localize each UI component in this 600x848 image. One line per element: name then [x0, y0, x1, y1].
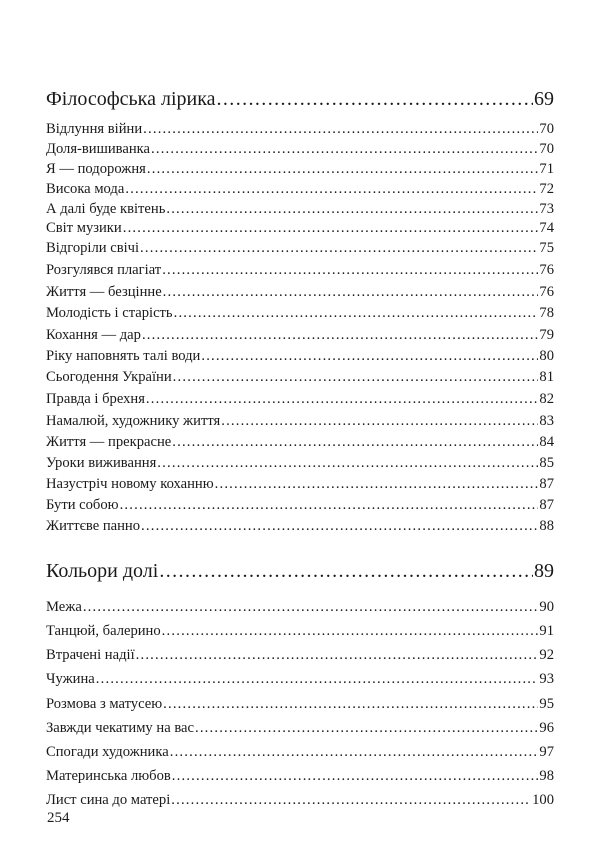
- entry-title: Межа: [46, 599, 82, 615]
- toc-entry[interactable]: [46, 284, 554, 303]
- entry-title: Материнська любов: [46, 768, 171, 784]
- toc-entry[interactable]: [46, 518, 554, 537]
- entry-page-number: 70: [539, 141, 554, 157]
- dot-leader: [157, 455, 538, 472]
- entry-title: Світ музики: [46, 220, 122, 236]
- section-title: Кольори долі: [46, 560, 159, 582]
- entry-page-number: 81: [539, 369, 554, 385]
- toc-entry[interactable]: [46, 623, 554, 642]
- entry-title: Молодість і старість: [46, 305, 173, 321]
- toc-section-heading[interactable]: [46, 88, 554, 114]
- section-page-number: 89: [534, 560, 554, 582]
- entry-title: Чужина: [46, 671, 95, 687]
- toc-entry[interactable]: [46, 201, 554, 220]
- entry-page-number: 76: [539, 262, 554, 278]
- dot-leader: [140, 240, 538, 257]
- entry-page-number: 97: [539, 744, 554, 760]
- entry-title: Життя — прекрасне: [46, 434, 172, 450]
- entry-title: Життєве панно: [46, 518, 141, 534]
- entry-page-number: 76: [539, 284, 554, 300]
- entry-page-number: 100: [532, 792, 554, 808]
- entry-page-number: 85: [539, 455, 554, 471]
- entry-page-number: 71: [539, 161, 554, 177]
- dot-leader: [142, 327, 538, 344]
- entry-page-number: 72: [539, 181, 554, 197]
- dot-leader: [173, 369, 539, 386]
- toc-entry[interactable]: [46, 141, 554, 160]
- entry-title: Висока мода: [46, 181, 125, 197]
- entry-title: Завжди чекатиму на вас: [46, 720, 194, 736]
- entry-page-number: 82: [539, 391, 554, 407]
- entry-page-number: 90: [539, 599, 554, 615]
- entry-page-number: 80: [539, 348, 554, 364]
- dot-leader: [172, 434, 538, 451]
- dot-leader: [172, 768, 539, 785]
- entry-title: Розгулявся плагіат: [46, 262, 162, 278]
- entry-page-number: 92: [539, 647, 554, 663]
- dot-leader: [96, 671, 539, 688]
- toc-entry[interactable]: [46, 161, 554, 180]
- toc-entry[interactable]: [46, 696, 554, 715]
- entry-title: А далі буде квітень: [46, 201, 166, 217]
- page-number: 254: [47, 810, 70, 826]
- dot-leader: [221, 413, 538, 430]
- dot-leader: [162, 262, 538, 279]
- toc-entry[interactable]: [46, 348, 554, 367]
- toc-entry[interactable]: [46, 369, 554, 388]
- entry-title: Життя — безцінне: [46, 284, 162, 300]
- dot-leader: [143, 121, 538, 138]
- dot-leader: [174, 305, 539, 322]
- toc-entry[interactable]: [46, 262, 554, 281]
- dot-leader: [146, 391, 538, 408]
- toc-entry[interactable]: [46, 305, 554, 324]
- toc-entry[interactable]: [46, 647, 554, 666]
- entry-title: Лист сина до матері: [46, 792, 171, 808]
- entry-title: Відлуння війни: [46, 121, 143, 137]
- toc-entry[interactable]: [46, 599, 554, 618]
- entry-title: Спогади художника: [46, 744, 169, 760]
- entry-page-number: 96: [539, 720, 554, 736]
- toc-entry[interactable]: [46, 476, 554, 495]
- toc-entry[interactable]: [46, 220, 554, 239]
- section-page-number: 69: [534, 88, 554, 110]
- toc-entry[interactable]: [46, 744, 554, 763]
- entry-page-number: 98: [539, 768, 554, 784]
- entry-page-number: 75: [539, 240, 554, 256]
- dot-leader: [147, 161, 539, 178]
- entry-title: Правда і брехня: [46, 391, 145, 407]
- dot-leader: [217, 88, 534, 111]
- toc-section-heading[interactable]: [46, 560, 554, 586]
- entry-page-number: 74: [539, 220, 554, 236]
- toc-entry[interactable]: [46, 121, 554, 140]
- dot-leader: [201, 348, 538, 365]
- toc-entry[interactable]: [46, 181, 554, 200]
- dot-leader: [136, 647, 539, 664]
- entry-page-number: 83: [539, 413, 554, 429]
- entry-title: Ріку наповнять талі води: [46, 348, 201, 364]
- dot-leader: [125, 181, 538, 198]
- toc-entry[interactable]: [46, 768, 554, 787]
- toc-entry[interactable]: [46, 434, 554, 453]
- entry-page-number: 84: [539, 434, 554, 450]
- entry-title: Розмова з матусею: [46, 696, 163, 712]
- entry-title: Назустріч новому коханню: [46, 476, 214, 492]
- section-title: Філософська лірика: [46, 88, 216, 110]
- entry-page-number: 70: [539, 121, 554, 137]
- dot-leader: [171, 792, 531, 809]
- entry-title: Відгоріли свічі: [46, 240, 140, 256]
- entry-title: Кохання — дар: [46, 327, 141, 343]
- dot-leader: [120, 497, 539, 514]
- dot-leader: [83, 599, 539, 616]
- dot-leader: [141, 518, 538, 535]
- toc-entry[interactable]: [46, 720, 554, 739]
- entry-page-number: 78: [539, 305, 554, 321]
- dot-leader: [123, 220, 539, 237]
- toc-entry[interactable]: [46, 455, 554, 474]
- toc-entry[interactable]: [46, 327, 554, 346]
- entry-title: Бути собою: [46, 497, 119, 513]
- entry-title: Уроки виживання: [46, 455, 157, 471]
- entry-page-number: 93: [539, 671, 554, 687]
- entry-page-number: 88: [539, 518, 554, 534]
- entry-title: Я — подорожня: [46, 161, 146, 177]
- entry-page-number: 87: [539, 476, 554, 492]
- dot-leader: [162, 623, 539, 640]
- dot-leader: [195, 720, 538, 737]
- entry-title: Намалюй, художнику життя: [46, 413, 221, 429]
- dot-leader: [163, 696, 538, 713]
- entry-page-number: 95: [539, 696, 554, 712]
- toc-entry[interactable]: [46, 792, 554, 811]
- entry-page-number: 79: [539, 327, 554, 343]
- entry-page-number: 73: [539, 201, 554, 217]
- entry-title: Доля-вишиванка: [46, 141, 150, 157]
- dot-leader: [151, 141, 538, 158]
- entry-title: Танцюй, балерино: [46, 623, 161, 639]
- toc-entry[interactable]: [46, 413, 554, 432]
- entry-title: Втрачені надії: [46, 647, 135, 663]
- entry-page-number: 87: [539, 497, 554, 513]
- entry-page-number: 91: [539, 623, 554, 639]
- toc-entry[interactable]: [46, 497, 554, 516]
- toc-entry[interactable]: [46, 671, 554, 690]
- toc-entry[interactable]: [46, 240, 554, 259]
- dot-leader: [170, 744, 539, 761]
- dot-leader: [159, 560, 533, 583]
- toc-entry[interactable]: [46, 391, 554, 410]
- dot-leader: [166, 201, 538, 218]
- dot-leader: [163, 284, 539, 301]
- entry-title: Сьогодення України: [46, 369, 172, 385]
- dot-leader: [215, 476, 539, 493]
